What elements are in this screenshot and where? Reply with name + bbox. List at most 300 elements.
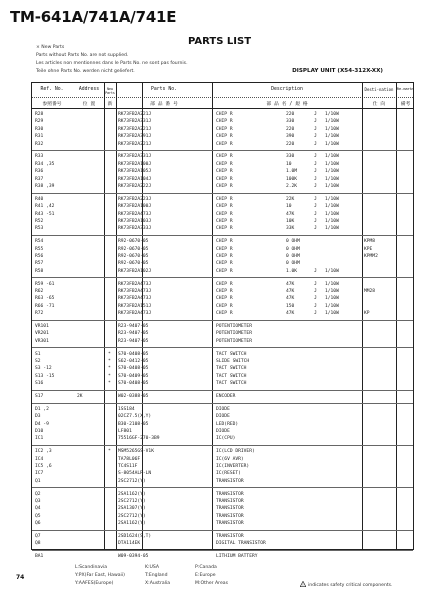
ref-no-cell: R34 ,35 (35, 161, 55, 167)
group-separator (32, 320, 413, 321)
description-cell: CHIP R (216, 184, 233, 189)
parts-no-cell: RK73FB2A100J (118, 204, 152, 210)
tolerance-cell: J (314, 296, 317, 302)
description-cell: CHIP R (216, 176, 233, 182)
ref-no-cell: Q7 (35, 534, 41, 539)
legend-item: K:USA (145, 565, 160, 570)
ref-no-cell: Q5 (35, 513, 41, 519)
table-row (32, 505, 413, 512)
description-cell: CHIP R (216, 119, 233, 125)
table-row (32, 310, 413, 317)
table-row (32, 406, 413, 413)
col-remarks-jp: 備考 (400, 102, 411, 107)
table-row (32, 491, 413, 498)
table-row (32, 330, 413, 337)
col-address: Address (78, 87, 100, 92)
parts-no-cell: S70-0408-05 (118, 366, 149, 372)
parts-no-cell: MSM5265GS-V1K (118, 449, 154, 455)
description-cell: POTENTIOMETER (216, 338, 252, 344)
table-row (32, 470, 413, 477)
ref-no-cell: R57 (35, 261, 44, 267)
group-separator (32, 277, 413, 278)
table-row (32, 141, 413, 148)
description-cell: TACT SWITCH (216, 381, 247, 387)
description-cell: TACT SWITCH (216, 373, 247, 379)
table-header (32, 83, 413, 109)
description-cell: POTENTIOMETER (216, 324, 252, 329)
ref-no-cell: R36 (35, 169, 44, 175)
tolerance-cell: J (314, 184, 317, 189)
table-row (32, 338, 413, 345)
ref-no-cell: R66 -71 (35, 303, 55, 309)
legend-item: L:Scandinavia (75, 565, 108, 570)
table-row (32, 260, 413, 267)
col-destination-jp: 仕 向 (372, 102, 386, 107)
table-row (32, 428, 413, 435)
ref-no-cell: R59 -61 (35, 281, 55, 287)
ref-no-cell: R55 (35, 246, 44, 252)
ref-no-cell: R28 (35, 112, 44, 117)
description-cell: CHIP R (216, 268, 233, 274)
table-row (32, 351, 413, 358)
description-cell: CHIP R (216, 296, 233, 302)
legend-column (195, 564, 228, 588)
description-cell: CHIP R (216, 211, 233, 217)
tolerance-cell: J (314, 303, 317, 309)
ref-no-cell: R33 (35, 154, 44, 160)
col-remarks: Re-marks (396, 87, 415, 91)
tolerance-cell: J (314, 134, 317, 140)
description-cell: CHIP R (216, 226, 233, 232)
group-separator (32, 347, 413, 348)
ref-no-cell: IC4 (35, 456, 44, 462)
table-row (32, 126, 413, 133)
ref-no-cell: S16 (35, 381, 44, 387)
description-cell: CHIP R (216, 154, 233, 160)
value-cell: 220 (286, 141, 295, 147)
group-separator (32, 487, 413, 488)
note-line: Teile ohne Parts No. werden nicht geliefert. (36, 69, 135, 74)
safety-note-text: indicates safety critical components. (308, 583, 393, 588)
table-row (32, 435, 413, 442)
ref-no-cell: D4 -9 (35, 421, 49, 427)
ref-no-cell: R43 -51 (35, 211, 55, 217)
description-cell: CHIP R (216, 169, 233, 175)
table-row (32, 513, 413, 520)
ref-no-cell: S2 (35, 359, 41, 364)
tolerance-cell: J (314, 204, 317, 210)
ref-no-cell: R63 -65 (35, 296, 55, 302)
parts-no-cell: RK73FB2A333J (118, 226, 152, 232)
rating-cell: 1/10W (325, 196, 339, 202)
table-row (32, 380, 413, 387)
ref-no-cell: Q3 (35, 499, 41, 504)
value-cell: 0 OHM (286, 261, 300, 267)
table-row (32, 478, 413, 485)
value-cell: 47K (286, 281, 295, 287)
ref-no-cell: Q1 (35, 478, 41, 484)
parts-no-cell: R92-0670-05 (118, 246, 149, 252)
tolerance-cell: J (314, 281, 317, 287)
legend-column (75, 564, 125, 588)
legend-item: P:Canada (195, 565, 217, 570)
parts-no-cell: R23-9407-05 (118, 331, 149, 337)
parts-no-cell: 1SS184 (118, 406, 135, 412)
tolerance-cell: J (314, 176, 317, 182)
tolerance-cell: J (314, 289, 317, 294)
rating-cell: 1/10W (325, 119, 339, 125)
tolerance-cell: J (314, 126, 317, 132)
parts-no-cell: 2SC2712(Y) (118, 499, 146, 504)
description-cell: ENCODER (216, 394, 236, 399)
rating-cell: 1/10W (325, 311, 339, 317)
parts-no-cell: R23-9407-05 (118, 324, 149, 329)
new-parts-cell: * (108, 381, 111, 387)
table-row (32, 281, 413, 288)
parts-no-cell: W09-0394-05 (118, 554, 149, 560)
table-row (32, 176, 413, 183)
rating-cell: 1/10W (325, 112, 339, 117)
table-row (32, 421, 413, 428)
description-cell: TRANSISTOR (216, 478, 244, 484)
value-cell: 47K (286, 296, 295, 302)
legend-item: T:England (145, 573, 168, 578)
parts-no-cell: 02CZ7.5(X,Y) (118, 414, 152, 420)
table-row (32, 111, 413, 118)
value-cell: 220 (286, 126, 295, 132)
description-cell: IC(LCD DRIVER) (216, 449, 255, 455)
value-cell: 10 (286, 161, 292, 167)
description-cell: CHIP R (216, 246, 233, 252)
tolerance-cell: J (314, 141, 317, 147)
description-cell: CHIP R (216, 239, 233, 245)
legend-item: Y:AAFES(Europe) (75, 581, 114, 586)
table-row (32, 373, 413, 380)
rating-cell: 1/10W (325, 211, 339, 217)
rating-cell: 1/10W (325, 226, 339, 232)
rating-cell: 1/10W (325, 161, 339, 167)
ref-no-cell: R29 (35, 119, 44, 125)
ref-no-cell: D1 ,2 (35, 406, 49, 412)
description-cell: CHIP R (216, 161, 233, 167)
table-row (32, 153, 413, 160)
ref-no-cell: S13 -15 (35, 373, 55, 379)
rating-cell: 1/10W (325, 219, 339, 224)
table-row (32, 448, 413, 455)
ref-no-cell: R32 (35, 141, 44, 147)
value-cell: 390 (286, 134, 295, 140)
parts-no-cell: RK73FB2A473J (118, 296, 152, 302)
tolerance-cell: J (314, 268, 317, 274)
rating-cell: 1/10W (325, 204, 339, 210)
table-row (32, 203, 413, 210)
parts-no-cell: RK73FB2A223J (118, 196, 152, 202)
col-address-jp: 位 置 (82, 102, 96, 107)
page-number: 74 (16, 574, 25, 581)
ref-no-cell: R37 (35, 176, 44, 182)
tolerance-cell: J (314, 169, 317, 175)
description-cell: CHIP R (216, 196, 233, 202)
value-cell: 47K (286, 289, 295, 294)
legend-item: X:Australia (145, 581, 171, 586)
ref-no-cell: IC7 (35, 471, 44, 477)
parts-table (31, 82, 415, 560)
description-cell: CHIP R (216, 126, 233, 132)
table-row (32, 520, 413, 527)
value-cell: 150 (286, 303, 295, 309)
note-line: Les articles non mentionnes dans le Parts No. ne sont pas fournis. (36, 61, 188, 66)
parts-no-cell: 75516GF-270-3B9 (118, 436, 160, 442)
model-title: TM-641A/741A/741E (10, 8, 177, 26)
rating-cell: 1/10W (325, 134, 339, 140)
parts-notes (36, 44, 188, 76)
ref-no-cell: R41 ,42 (35, 204, 55, 210)
new-parts-cell: * (108, 373, 111, 379)
ref-no-cell: VR301 (35, 338, 49, 344)
description-cell: POTENTIOMETER (216, 331, 252, 337)
table-row (32, 288, 413, 295)
parts-no-cell: S-8054ALR-LN (118, 471, 152, 477)
parts-no-cell: RK73FB2A100J (118, 161, 152, 167)
value-cell: 1.0K (286, 268, 298, 274)
parts-no-cell: TA78L06F (118, 456, 141, 462)
table-row (32, 463, 413, 470)
legend-item: M:Other Areas (195, 581, 228, 586)
legend-item: E:Europe (195, 573, 216, 578)
parts-no-cell: RK73FB2A221J (118, 126, 152, 132)
value-cell: 2.2K (286, 184, 298, 189)
rating-cell: 1/10W (325, 303, 339, 309)
description-cell: TACT SWITCH (216, 366, 247, 372)
destination-cell: KPE (364, 246, 373, 252)
description-cell: CHIP R (216, 281, 233, 287)
table-row (32, 268, 413, 275)
tolerance-cell: J (314, 311, 317, 317)
ref-no-cell: R31 (35, 134, 44, 140)
new-parts-cell: * (108, 449, 111, 455)
parts-no-cell: S62-0412-05 (118, 359, 149, 364)
table-row (32, 303, 413, 310)
ref-no-cell: R58 (35, 268, 44, 274)
description-cell: CHIP R (216, 204, 233, 210)
destination-cell: KPMM2 (364, 254, 378, 259)
ref-no-cell: D3 (35, 414, 41, 420)
ref-no-cell: R62 (35, 289, 44, 294)
description-cell: CHIP R (216, 112, 233, 117)
table-row (32, 196, 413, 203)
parts-no-cell: 2SC2712(Y) (118, 478, 146, 484)
value-cell: 0 OHM (286, 254, 300, 259)
description-cell: TRANSISTOR (216, 521, 244, 527)
parts-no-cell: 2SC2712(Y) (118, 513, 146, 519)
table-row (32, 218, 413, 225)
ref-no-cell: R52 (35, 219, 44, 224)
description-cell: CHIP R (216, 303, 233, 309)
destination-cell: MM28 (364, 289, 376, 294)
ref-no-cell: S1 (35, 351, 41, 357)
value-cell: 10 (286, 204, 292, 210)
new-parts-cell: * (108, 366, 111, 372)
value-cell: 220 (286, 112, 295, 117)
description-cell: DIODE (216, 414, 230, 420)
col-description-jp: 部 品 名 / 規 格 (266, 102, 308, 107)
col-ref-no-jp: 参照番号 (42, 102, 62, 107)
description-cell: IC(6V AVR) (216, 456, 244, 462)
rating-cell: 1/10W (325, 268, 339, 274)
value-cell: 47K (286, 211, 295, 217)
description-cell: TRANSISTOR (216, 499, 244, 504)
parts-no-cell: S70-0408-05 (118, 381, 149, 387)
value-cell: 0 OHM (286, 246, 300, 252)
col-parts-no-jp: 部 品 番 号 (150, 102, 178, 107)
ref-no-cell: R30 (35, 126, 44, 132)
ref-no-cell: Q8 (35, 541, 41, 547)
parts-no-cell: 2SA1307(Y) (118, 506, 146, 512)
safety-note (300, 581, 393, 588)
new-parts-cell: * (108, 351, 111, 357)
group-separator (32, 403, 413, 404)
col-ref-no: Ref. No. (40, 87, 64, 92)
parts-no-cell: S70-0408-05 (118, 351, 149, 357)
table-row (32, 168, 413, 175)
ref-no-cell: VR101 (35, 324, 49, 329)
description-cell: IC(RESET) (216, 471, 241, 477)
value-cell: 47K (286, 311, 295, 317)
value-cell: 1.0M (286, 169, 298, 175)
destination-cell: KP (364, 311, 370, 317)
tolerance-cell: J (314, 211, 317, 217)
value-cell: 10K (286, 219, 295, 224)
parts-no-cell: TC4S11F (118, 464, 138, 469)
table-row (32, 393, 413, 400)
description-cell: DIODE (216, 406, 230, 412)
description-cell: TRANSISTOR (216, 506, 244, 512)
table-row (32, 183, 413, 190)
rating-cell: 1/10W (325, 289, 339, 294)
description-cell: SLIDE SWITCH (216, 359, 250, 364)
parts-no-cell: 2SD1624(S,T) (118, 534, 152, 539)
rating-cell: 1/10W (325, 169, 339, 175)
ref-no-cell: D10 (35, 429, 44, 434)
col-new-parts-jp: 新 (107, 102, 113, 107)
table-row (32, 540, 413, 547)
value-cell: 22K (286, 196, 295, 202)
group-separator (32, 193, 413, 194)
value-cell: 330 (286, 154, 295, 160)
rating-cell: 1/10W (325, 184, 339, 189)
table-row (32, 533, 413, 540)
ref-no-cell: R38 ,39 (35, 184, 55, 189)
header-divider (32, 97, 413, 98)
ref-no-cell: VR201 (35, 331, 49, 337)
ref-no-cell: Q4 (35, 506, 41, 512)
group-separator (32, 235, 413, 236)
tolerance-cell: J (314, 154, 317, 160)
parts-no-cell: RK73FB2A473J (118, 311, 152, 317)
description-cell: TRANSISTOR (216, 491, 244, 497)
ref-no-cell: S3 -12 (35, 366, 52, 372)
ref-no-cell: S17 (35, 394, 44, 399)
parts-no-cell: RK73FB2A221J (118, 141, 152, 147)
value-cell: 0 OHM (286, 239, 300, 245)
ref-no-cell: R53 (35, 226, 44, 232)
tolerance-cell: J (314, 226, 317, 232)
table-row (32, 161, 413, 168)
rating-cell: 1/10W (325, 176, 339, 182)
parts-no-cell: RK73FB2A331J (118, 154, 152, 160)
parts-no-cell: RK73FB2A103J (118, 219, 152, 224)
ref-no-cell: R56 (35, 254, 44, 259)
value-cell: 100K (286, 176, 298, 182)
parts-no-cell: R23-9407-05 (118, 338, 149, 344)
svg-text:!: ! (302, 583, 304, 587)
parts-no-cell: RK73FB2A331J (118, 119, 152, 125)
description-cell: CHIP R (216, 254, 233, 259)
parts-no-cell: R92-0670-05 (118, 239, 149, 245)
ref-no-cell: Q2 (35, 491, 41, 497)
ref-no-cell: IC1 (35, 436, 44, 442)
ref-no-cell: IC5 ,6 (35, 464, 52, 469)
parts-no-cell: DTA114EK (118, 541, 141, 547)
description-cell: CHIP R (216, 261, 233, 267)
table-row (32, 225, 413, 232)
parts-no-cell: RK73FB2A102J (118, 268, 152, 274)
note-line: × New Parts (36, 45, 65, 50)
tolerance-cell: J (314, 119, 317, 125)
rating-cell: 1/10W (325, 154, 339, 160)
description-cell: DIODE (216, 429, 230, 434)
table-row (32, 253, 413, 260)
ref-no-cell: R72 (35, 311, 44, 317)
ref-no-cell: BA1 (35, 554, 44, 560)
table-row (32, 498, 413, 505)
rating-cell: 1/10W (325, 296, 339, 302)
value-cell: 330 (286, 119, 295, 125)
tolerance-cell: J (314, 161, 317, 167)
unit-label: DISPLAY UNIT (X54-312X-XX) (292, 68, 383, 74)
note-line: Parts without Parts No. are not supplied. (36, 53, 129, 58)
table-row (32, 456, 413, 463)
rating-cell: 1/10W (325, 126, 339, 132)
description-cell: IC(CPU) (216, 436, 236, 442)
group-separator (32, 390, 413, 391)
col-destination: Desti-nation (364, 87, 394, 92)
parts-no-cell: RK73FB2A222J (118, 184, 152, 189)
description-cell: CHIP R (216, 134, 233, 140)
tolerance-cell: J (314, 196, 317, 202)
warning-triangle-icon (300, 581, 306, 587)
ref-no-cell: R54 (35, 239, 44, 245)
description-cell: TRANSISTOR (216, 513, 244, 519)
description-cell: LITHIUM BATTERY (216, 554, 258, 560)
table-row (32, 211, 413, 218)
rating-cell: 1/10W (325, 141, 339, 147)
table-row (32, 413, 413, 420)
parts-no-cell: B30-2108-05 (118, 421, 149, 427)
group-separator (32, 445, 413, 446)
parts-no-cell: R92-0670-05 (118, 261, 149, 267)
description-cell: CHIP R (216, 289, 233, 294)
page-title: PARTS LIST (188, 36, 252, 47)
description-cell: IC(INVERTER) (216, 464, 250, 469)
parts-no-cell: RK73FB2A391J (118, 134, 152, 140)
ref-no-cell: IC2 ,3 (35, 449, 52, 455)
parts-no-cell: 2SA1162(Y) (118, 521, 146, 527)
parts-no-cell: RK73FB2A221J (118, 112, 152, 117)
ref-no-cell: R40 (35, 196, 44, 202)
table-row (32, 323, 413, 330)
description-cell: CHIP R (216, 219, 233, 224)
